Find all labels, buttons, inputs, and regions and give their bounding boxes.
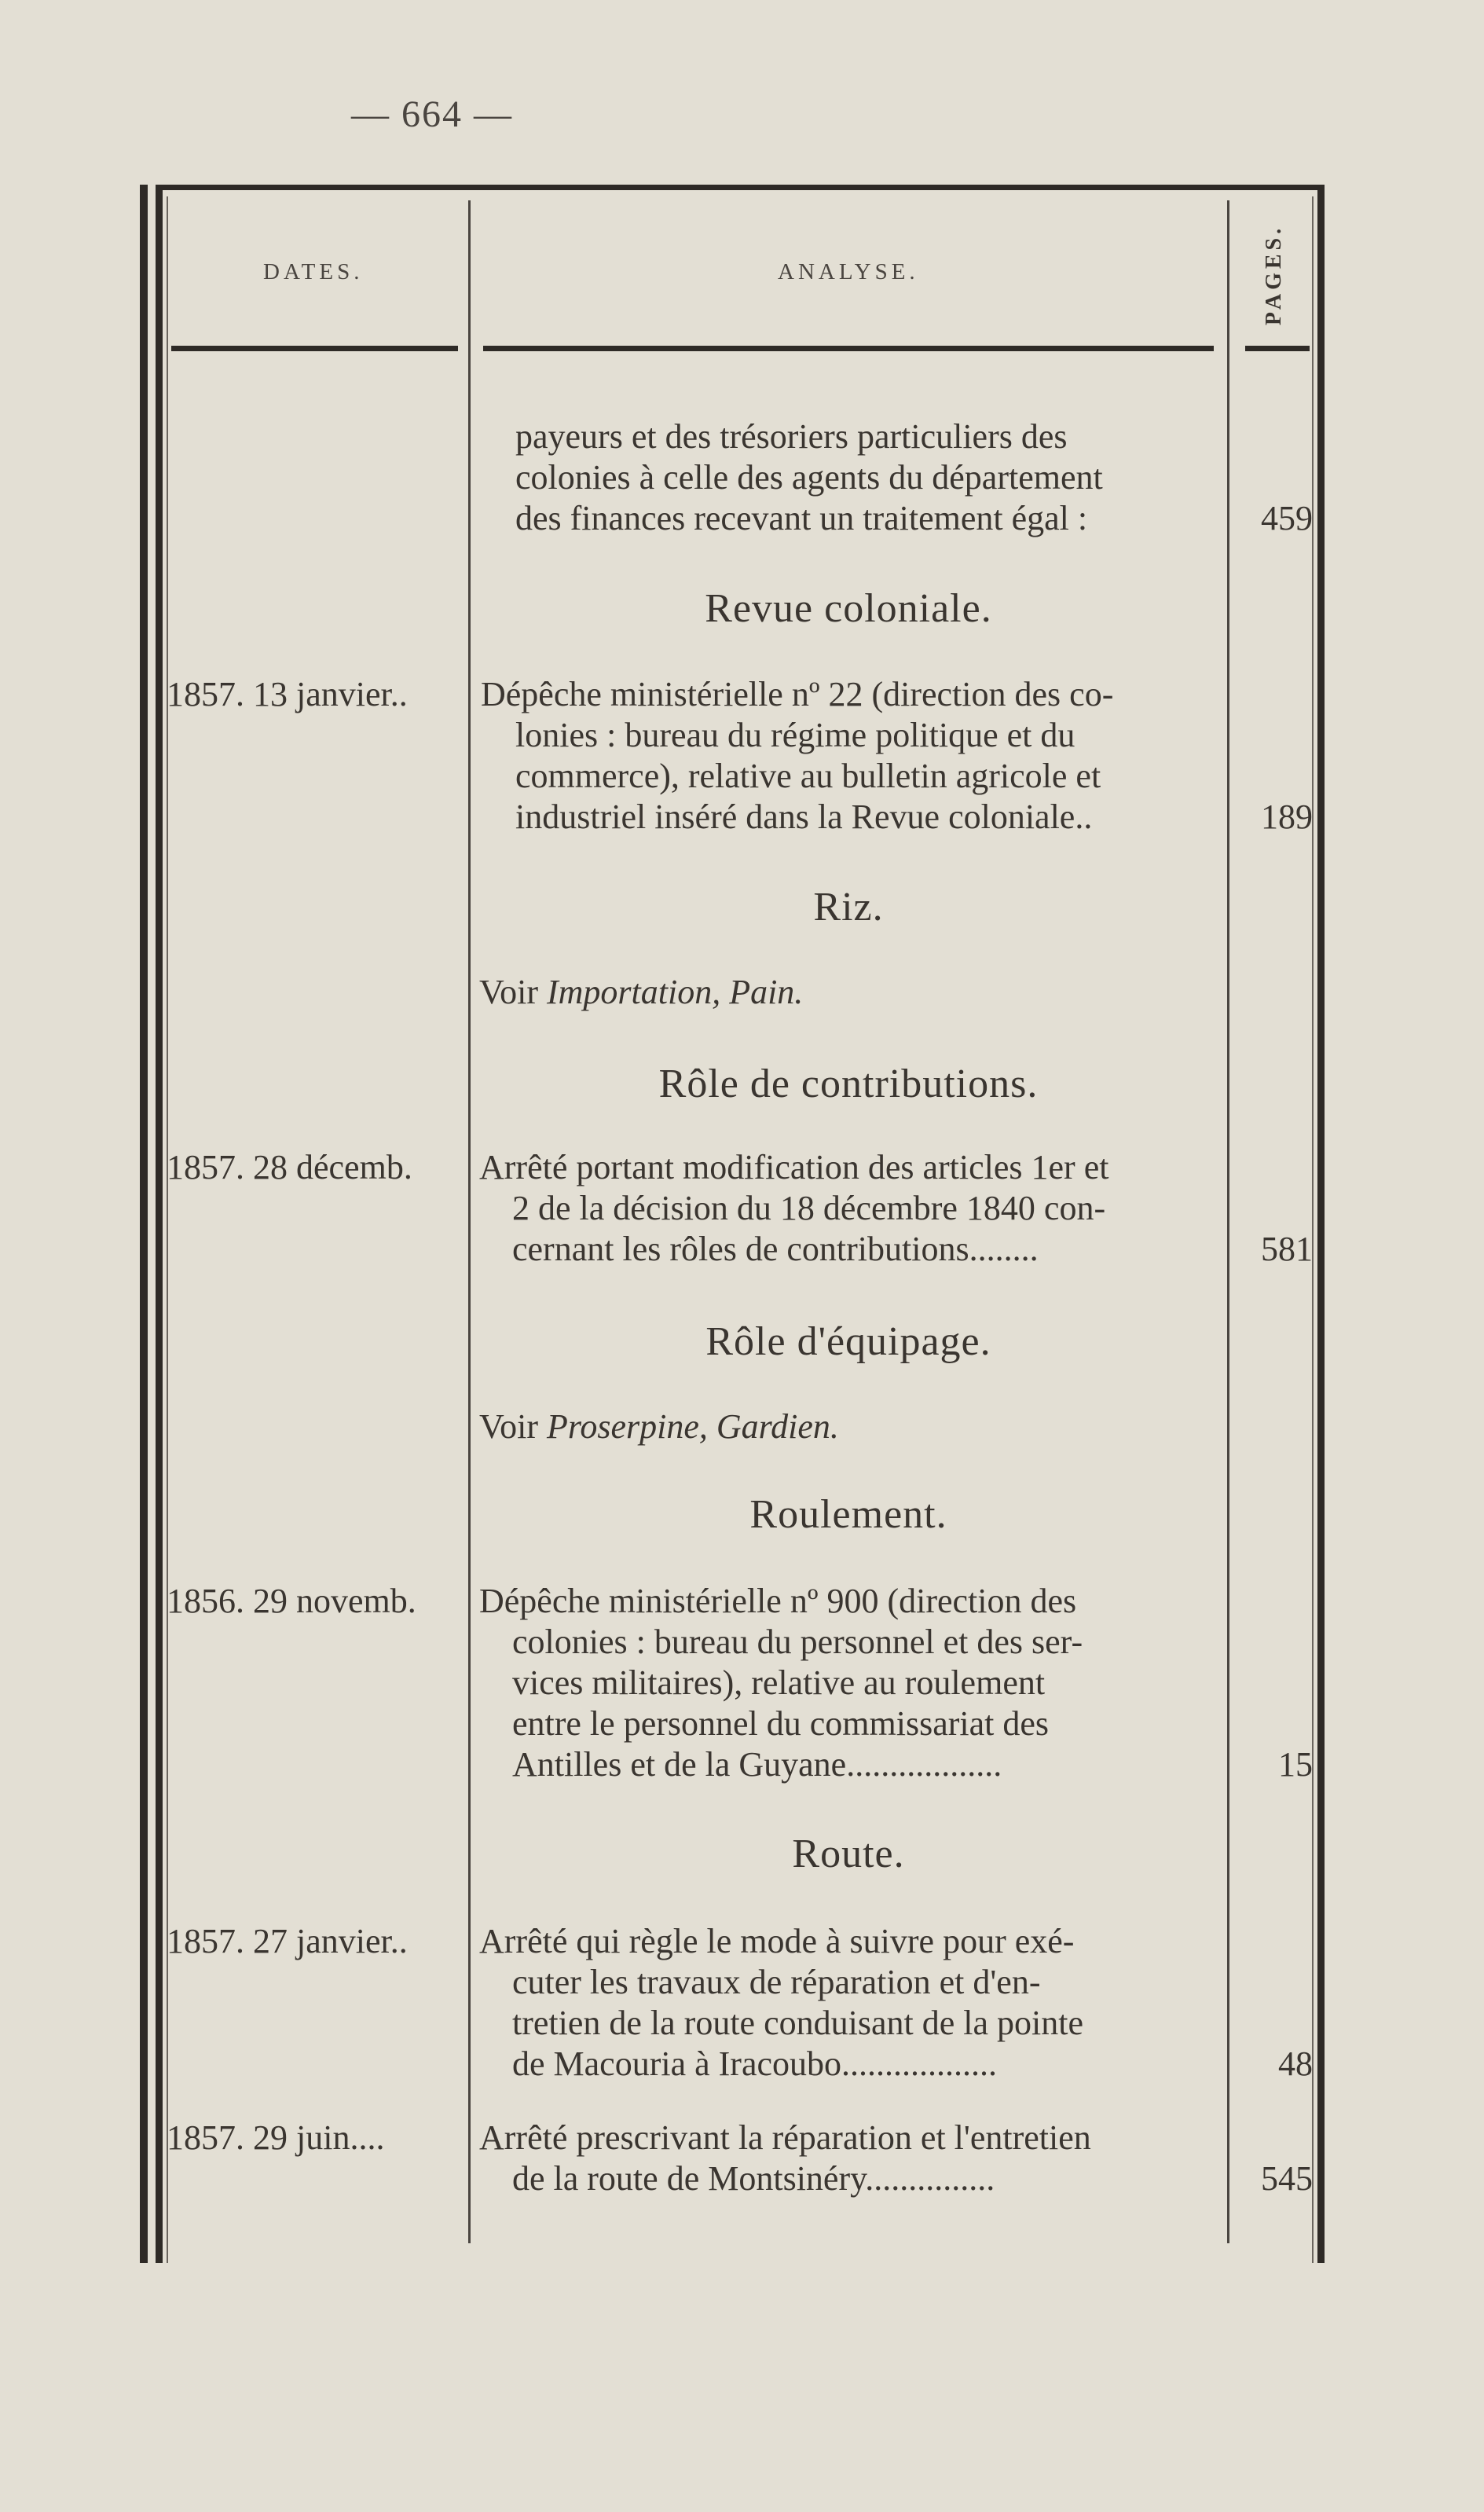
entry-line: cernant les rôles de contributions........ xyxy=(512,1230,1039,1268)
entry-line: commerce), relative au bulletin agricole et xyxy=(515,757,1101,795)
see-also xyxy=(479,972,803,1012)
entry-line: industriel inséré dans la Revue coloniale.. xyxy=(515,798,1093,836)
entry-line: des finances recevant un traitement égal : xyxy=(515,499,1088,537)
entry-date: 1856. 29 novemb. xyxy=(167,1582,416,1620)
entry-line: colonies : bureau du personnel et des ser- xyxy=(512,1623,1083,1661)
see-references: Proserpine, Gardien. xyxy=(546,1407,839,1446)
see-also xyxy=(479,1406,839,1447)
page-reference: 459 xyxy=(1261,499,1313,537)
entry-line: vices militaires), relative au roulement xyxy=(512,1663,1046,1702)
section-heading: Riz. xyxy=(813,885,884,930)
section-heading: Roulement. xyxy=(749,1492,947,1537)
entry-line: de la route de Montsinéry............... xyxy=(512,2159,995,2198)
page-reference: 15 xyxy=(1278,1745,1313,1784)
entry-line: 2 de la décision du 18 décembre 1840 con- xyxy=(512,1189,1106,1227)
header-rule-dates xyxy=(171,346,458,351)
see-prefix: Voir xyxy=(479,973,547,1011)
entry-line: de Macouria à Iracoubo.................. xyxy=(512,2044,998,2083)
page-reference: 48 xyxy=(1278,2044,1313,2083)
entry-line: Arrêté portant modification des articles 1er et xyxy=(479,1148,1109,1186)
entry-line: cuter les travaux de réparation et d'en- xyxy=(512,1963,1041,2001)
entry-line: lonies : bureau du régime politique et du xyxy=(515,716,1075,754)
entry-date: 1857. 28 décemb. xyxy=(167,1148,412,1186)
entry-line: Dépêche ministérielle nº 900 (direction des xyxy=(479,1582,1077,1620)
header-analyse: ANALYSE. xyxy=(778,259,919,284)
entry-line: Arrêté qui règle le mode à suivre pour exé- xyxy=(479,1922,1075,1960)
section-heading: Route. xyxy=(792,1832,905,1876)
entry-line: colonies à celle des agents du département xyxy=(515,458,1103,497)
entry-line: payeurs et des trésoriers particuliers des xyxy=(515,417,1068,456)
see-references: Importation, Pain. xyxy=(546,973,804,1011)
section-heading: Revue coloniale. xyxy=(705,586,992,631)
entry-date: 1857. 13 janvier.. xyxy=(167,675,408,713)
page-reference: 581 xyxy=(1261,1230,1313,1268)
column-divider-dates xyxy=(468,200,471,2243)
header-pages: PAGES. xyxy=(1262,224,1286,326)
left-frame-rule xyxy=(140,185,148,2263)
entry-line: tretien de la route conduisant de la pointe xyxy=(512,2004,1083,2042)
section-heading: Rôle de contributions. xyxy=(658,1062,1039,1106)
entry-line: Antilles et de la Guyane.................. xyxy=(512,1745,1002,1784)
column-divider-pages xyxy=(1227,200,1229,2243)
entry-line: Dépêche ministérielle nº 22 (direction des co- xyxy=(481,675,1114,713)
page-reference: 189 xyxy=(1261,798,1313,836)
header-rule-pages xyxy=(1245,346,1310,351)
see-prefix: Voir xyxy=(479,1407,547,1446)
page-reference: 545 xyxy=(1261,2159,1313,2198)
entry-date: 1857. 29 juin.... xyxy=(167,2118,385,2157)
entry-line: Arrêté prescrivant la réparation et l'entretien xyxy=(479,2118,1091,2157)
page-number: — 664 — xyxy=(351,94,513,135)
section-heading: Rôle d'équipage. xyxy=(705,1319,991,1364)
header-rule-analyse xyxy=(483,346,1214,351)
header-dates: DATES. xyxy=(263,259,364,284)
entry-date: 1857. 27 janvier.. xyxy=(167,1922,408,1960)
entry-line: entre le personnel du commissariat des xyxy=(512,1704,1050,1743)
